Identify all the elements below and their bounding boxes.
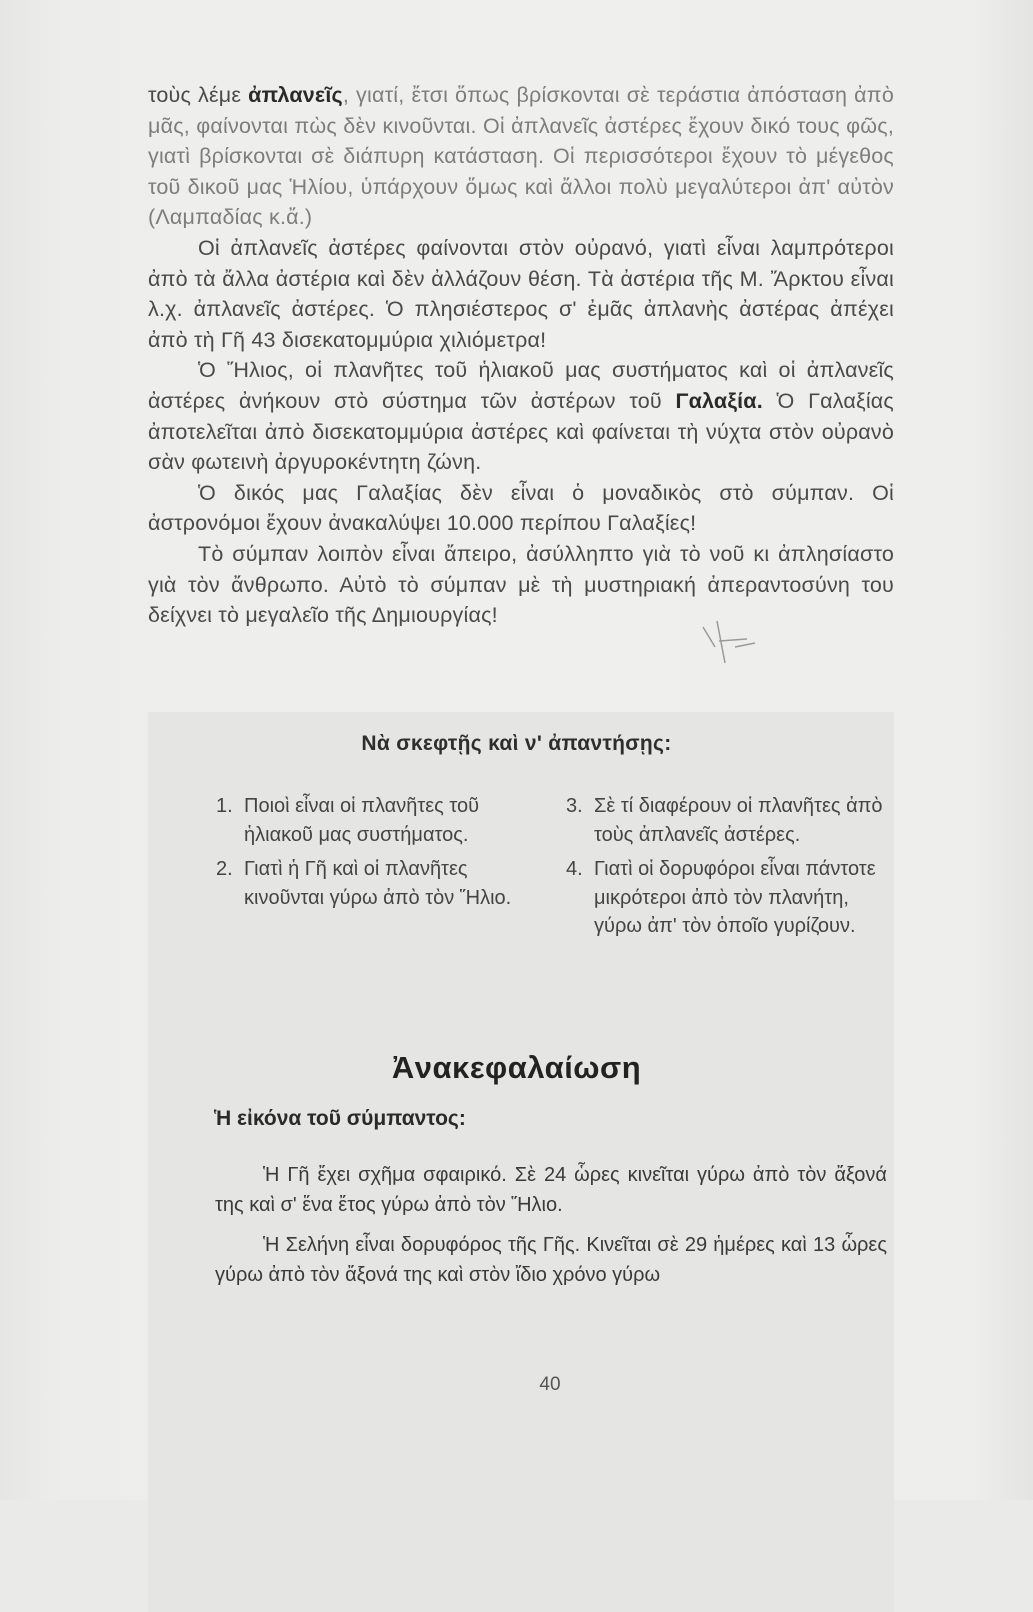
question-item	[566, 792, 896, 849]
question-item	[216, 855, 546, 912]
paragraph-1-rest: , γιατί, ἔτσι ὅπως βρίσκονται σὲ τεράστια ἀπόσταση ἀπὸ μᾶς, φαίνονται πὼς δὲν κινοῦνται. Οἱ ἀπλανεῖς ἀστέρες ἔχουν δικό τους φῶς, γιατὶ βρίσκονται σὲ διάπυρη κατάσταση. Οἱ περισσότεροι ἔχουν τὸ μέγεθος τοῦ δικοῦ μας Ἡλίου, ὑπάρχουν ὅμως καὶ ἄλλοι πολὺ μεγαλύτεροι ἀπ' αὐτὸν (Λαμπαδίας κ.ἄ.)	[148, 83, 895, 230]
summary-title: Ἀνακεφαλαίωση	[391, 1050, 642, 1085]
question-number: 1.	[216, 795, 233, 817]
questions-right-column	[566, 792, 896, 947]
question-text: Σὲ τί διαφέρουν οἱ πλανῆτες ἀπὸ τοὺς ἀπλανεῖς ἀστέρες.	[594, 795, 883, 846]
question-number: 3.	[566, 795, 583, 817]
questions-heading: Νὰ σκεφτῇς καὶ ν' ἀπαντήσῃς:	[361, 732, 672, 755]
question-text: Γιατὶ οἱ δορυφόροι εἶναι πάντοτε μικρότεροι ἀπὸ τὸν πλανήτη, γύρω ἀπ' τὸν ὁποῖο γυρίζουν.	[594, 858, 876, 937]
question-item	[566, 855, 896, 941]
question-text: Ποιοὶ εἶναι οἱ πλανῆτες τοῦ ἡλιακοῦ μας συστήματος.	[244, 795, 480, 846]
summary-paragraph: Ἡ Γῆ ἔχει σχῆμα σφαιρικό. Σὲ 24 ὧρες κινεῖται γύρω ἀπὸ τὸν ἄξονά της καὶ σ' ἕνα ἔτος γύρω ἀπὸ τὸν Ἥλιο.	[215, 1164, 887, 1216]
summary-paragraph: Ἡ Σελήνη εἶναι δορυφόρος τῆς Γῆς. Κινεῖται σὲ 29 ἡμέρες καὶ 13 ὧρες γύρω ἀπὸ τὸν ἄξονά της καὶ στὸν ἴδιο χρόνο γύρω	[215, 1234, 887, 1286]
summary-subheading: Ἡ εἰκόνα τοῦ σύμπαντος:	[214, 1107, 466, 1130]
paragraph-1	[148, 80, 894, 233]
paragraph-5: Τὸ σύμπαν λοιπὸν εἶναι ἄπειρο, ἀσύλληπτο γιὰ τὸ νοῦ κι ἀπλησίαστο γιὰ τὸν ἄνθρωπο. Αὐτὸ τὸ σύμπαν μὲ τὴ μυστηριακή ἀπεραντοσύνη του δείχνει τὸ μεγαλεῖο τῆς Δημιουργίας!	[148, 541, 894, 628]
question-number: 2.	[216, 858, 233, 880]
summary-text	[215, 1160, 887, 1300]
questions-left-column	[216, 792, 546, 918]
paragraph-4: Ὁ δικός μας Γαλαξίας δὲν εἶναι ὁ μοναδικὸς στὸ σύμπαν. Οἱ ἀστρονόμοι ἔχουν ἀνακαλύψει 10.000 περίπου Γαλαξίες!	[148, 480, 894, 536]
question-item	[216, 792, 546, 849]
page-number: 40	[539, 1374, 561, 1395]
pencil-mark-icon	[695, 617, 765, 667]
paragraph-3-start: Ὁ Ἥλιος, οἱ πλανῆτες τοῦ ἡλιακοῦ μας συστήματος καὶ οἱ ἀπλανεῖς ἀστέρες ἀνήκουν στὸ σύστημα τῶν ἀστέρων τοῦ	[148, 358, 894, 413]
paragraph-2: Οἱ ἀπλανεῖς ἀστέρες φαίνονται στὸν οὐρανό, γιατὶ εἶναι λαμπρότεροι ἀπὸ τὰ ἄλλα ἀστέρια καὶ δὲν ἀλλάζουν θέση. Τὰ ἀστέρια τῆς Μ. Ἄρκτου εἶναι λ.χ. ἀπλανεῖς ἀστέρες. Ὁ πλησιέστερος σ' ἐμᾶς ἀπλανὴς ἀστέρας ἀπέχει ἀπὸ τὴ Γῆ 43 δισεκατομμύρια χιλιόμετρα!	[148, 235, 894, 352]
question-text: Γιατὶ ἡ Γῆ καὶ οἱ πλανῆτες κινοῦνται γύρω ἀπὸ τὸν Ἥλιο.	[244, 858, 512, 909]
body-text	[148, 80, 894, 631]
term-galaxias: Γαλαξία.	[675, 388, 763, 413]
paragraph-1-start: τοὺς λέμε	[148, 83, 249, 107]
term-aplaneis: ἀπλανεῖς	[248, 83, 343, 107]
paragraph-3-rest: Ὁ Γαλαξίας ἀποτελεῖται ἀπὸ δισεκατομμύρια ἀστέρες καὶ φαίνεται τὴ νύχτα στὸν οὐρανὸ σὰν φωτεινὴ ἀργυροκέντητη ζώνη.	[148, 388, 894, 475]
question-number: 4.	[566, 858, 583, 880]
paragraph-3	[148, 355, 894, 477]
